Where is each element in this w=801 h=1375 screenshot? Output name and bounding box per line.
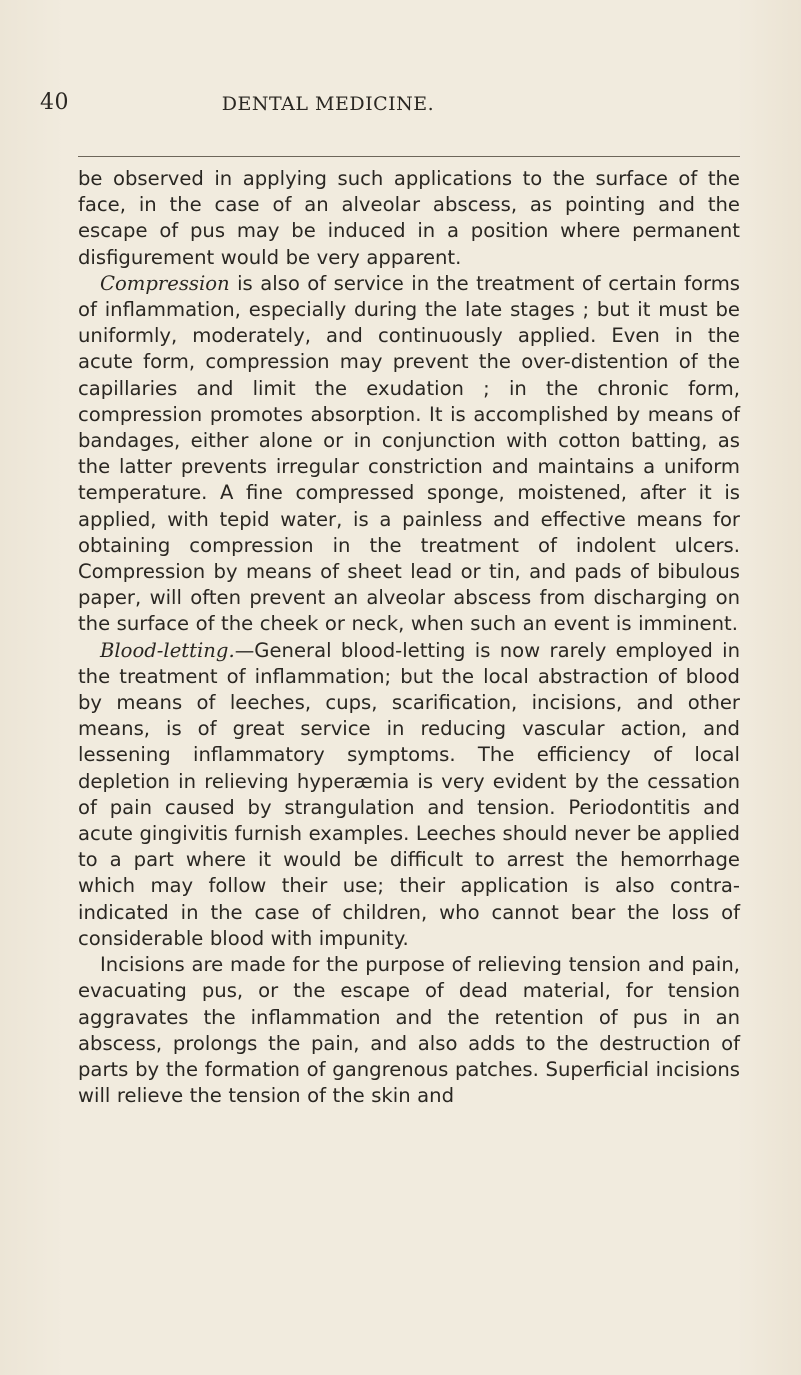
body-text [78,166,740,1109]
paragraph-continuation [78,166,740,271]
running-head: DENTAL MEDICINE. [221,93,435,115]
paragraph-lead: Blood-letting. [100,638,235,662]
paragraph-compression [78,271,740,638]
header-rule [78,156,740,157]
paragraph-text: —General blood-letting is now rarely employed in the treatment of inflammation; but the local abstraction of blood by means of leeches, cups, scarification, incisions, and other means, is of great service in reducing vascular action, and lessening inflammatory symptoms. The efficiency of local depletion in relieving hyperæmia is very evident by the cessation of pain caused by strangulation and tension. Periodontitis and acute gingivitis furnish examples. Leeches should never be applied to a part where it would be difficult to arrest the hemorrhage which may follow their use; their application is also contra-indicated in the case of children, who cannot bear the loss of considerable blood with impunity. [78,638,740,950]
page-header [40,90,740,124]
page-number: 40 [40,90,69,115]
paragraph-incisions [78,952,740,1109]
paragraph-text: Incisions are made for the purpose of relieving tension and pain, evacuating pus, or the escape of dead material, for tension aggravates the inflammation and the retention of pus in an abscess, prolongs the pain, and also adds to the destruction of parts by the formation of gangrenous patches. Superficial incisions will relieve the tension of the skin and [78,953,740,1108]
paragraph-text: is also of service in the treatment of certain forms of inflammation, especially during the late stages ; but it must be uniformly, moderately, and continuously applied. Even in the acute form, compression may prevent the over-distention of the capillaries and limit the exudation ; in the chronic form, compression promotes absorption. It is accomplished by means of bandages, either alone or in conjunction with cotton batting, as the latter prevents irregular constriction and maintains a uniform temperature. A fine compressed sponge, moistened, after it is applied, with tepid water, is a painless and effective means for obtaining compression in the treatment of indolent ulcers. Compression by means of sheet lead or tin, and pads of bibulous paper, will often prevent an alveolar abscess from discharging on the surface of the cheek or neck, when such an event is imminent. [78,271,740,636]
paragraph-text: be observed in applying such applications to the surface of the face, in the case of an alveolar abscess, as pointing and the escape of pus may be induced in a position where permanent disfigurement would be very apparent. [78,167,740,269]
paragraph-lead: Compression [100,271,230,295]
paragraph-blood-letting [78,638,740,952]
